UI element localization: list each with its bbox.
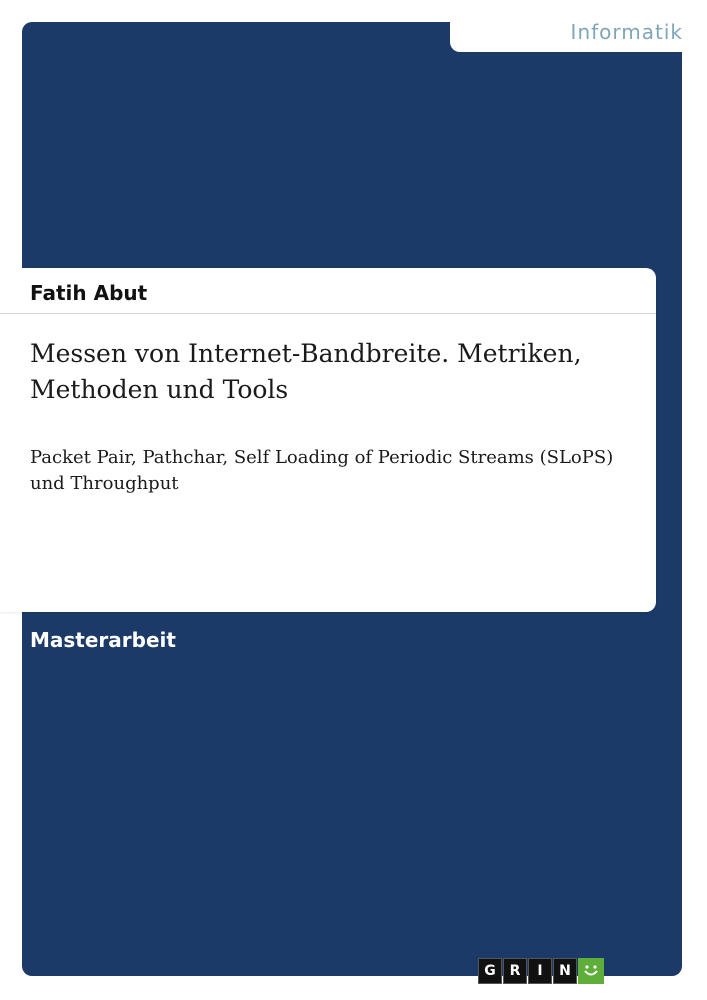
smiley-icon: [578, 958, 604, 984]
publisher-letter-n: N: [553, 958, 577, 984]
category-label: Informatik: [570, 20, 683, 44]
card-divider: [0, 313, 656, 314]
publisher-letter-g: G: [478, 958, 502, 984]
book-title: Messen von Internet-Bandbreite. Metriken, Methoden und Tools: [30, 339, 582, 404]
author-name: Fatih Abut: [30, 281, 148, 305]
publisher-logo: [478, 958, 604, 984]
book-subtitle: Packet Pair, Pathchar, Self Loading of Periodic Streams (SLoPS) und Throughput: [30, 447, 614, 494]
document-type: Masterarbeit: [30, 628, 176, 652]
title-card: [0, 268, 656, 612]
publisher-letter-i: I: [528, 958, 552, 984]
publisher-letter-r: R: [503, 958, 527, 984]
